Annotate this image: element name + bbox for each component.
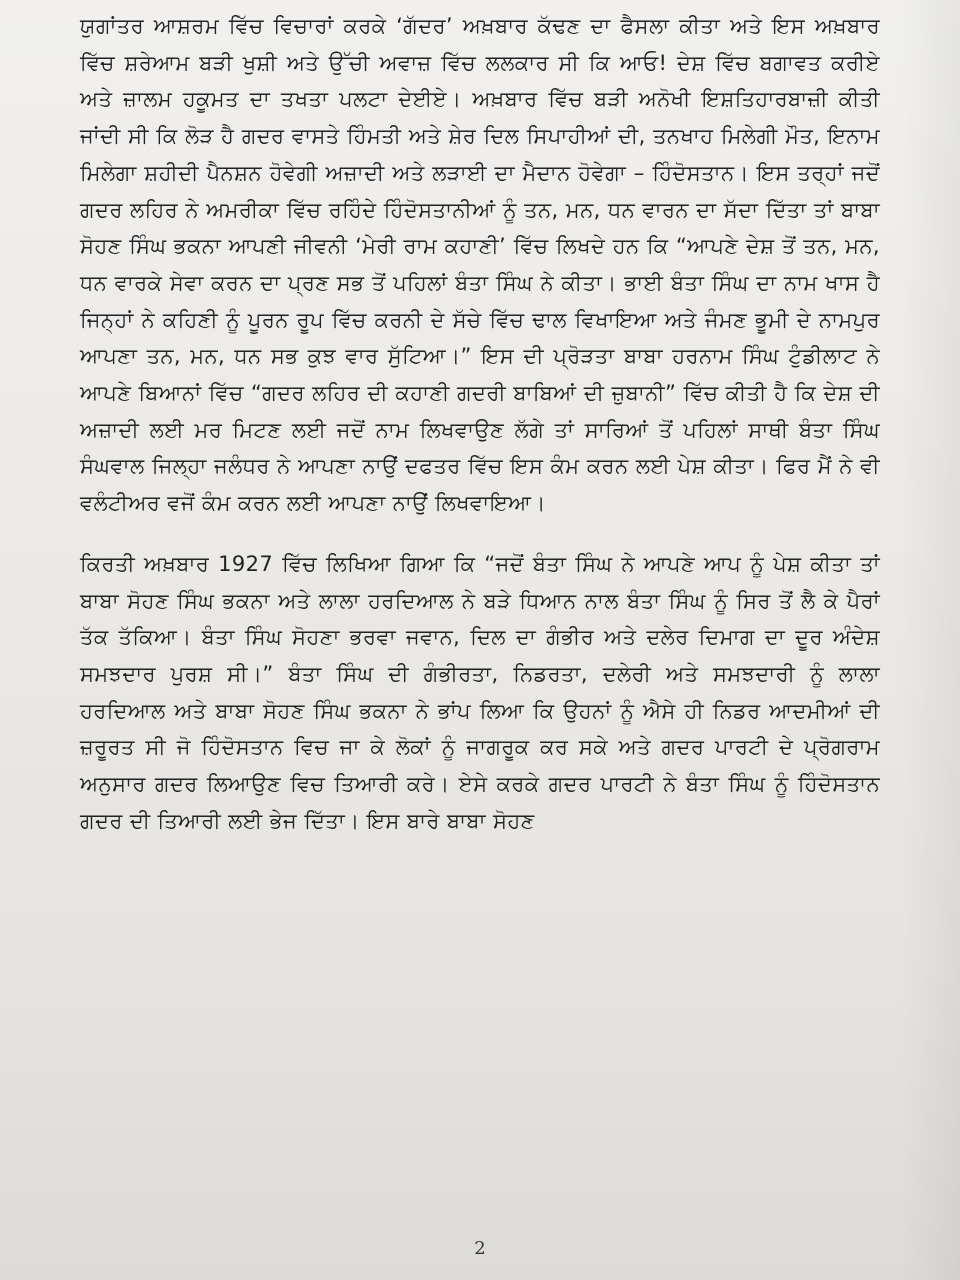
paragraph-1: ਯੁਗਾਂਤਰ ਆਸ਼ਰਮ ਵਿੱਚ ਵਿਚਾਰਾਂ ਕਰਕੇ ‘ਗੱਦਰ’ ਅਖ਼ਬਾਰ ਕੱਢਣ ਦਾ ਫੈਸਲਾ ਕੀਤਾ ਅਤੇ ਇਸ ਅਖ਼ਬਾਰ ਵਿੱਚ ਸ਼ਰੇਆਮ ਬੜੀ ਖੁਸ਼ੀ ਅਤੇ ਉੱਚੀ ਅਵਾਜ਼ ਵਿੱਚ ਲਲਕਾਰ ਸੀ ਕਿ ਆਓ! ਦੇਸ਼ ਵਿੱਚ ਬਗਾਵਤ ਕਰੀਏ ਅਤੇ ਜ਼ਾਲਮ ਹਕੂਮਤ ਦਾ ਤਖਤਾ ਪਲਟਾ ਦੇਈਏ। ਅਖ਼ਬਾਰ ਵਿੱਚ ਬੜੀ ਅਨੋਖੀ ਇਸ਼ਤਿਹਾਰਬਾਜ਼ੀ ਕੀਤੀ ਜਾਂਦੀ ਸੀ ਕਿ ਲੋੜ ਹੈ ਗਦਰ ਵਾਸਤੇ ਹਿੰਮਤੀ ਅਤੇ ਸ਼ੇਰ ਦਿਲ ਸਿਪਾਹੀਆਂ ਦੀ, ਤਨਖਾਹ ਮਿਲੇਗੀ ਮੌਤ, ਇਨਾਮ ਮਿਲੇਗਾ ਸ਼ਹੀਦੀ ਪੈਨਸ਼ਨ ਹੋਵੇਗੀ ਅਜ਼ਾਦੀ ਅਤੇ ਲੜਾਈ ਦਾ ਮੈਦਾਨ ਹੋਵੇਗਾ – ਹਿੰਦੋਸਤਾਨ। ਇਸ ਤਰ੍ਹਾਂ ਜਦੋਂ ਗਦਰ ਲਹਿਰ ਨੇ ਅਮਰੀਕਾ ਵਿੱਚ ਰਹਿੰਦੇ ਹਿੰਦੋਸਤਾਨੀਆਂ ਨੂੰ ਤਨ, ਮਨ, ਧਨ ਵਾਰਨ ਦਾ ਸੱਦਾ ਦਿੱਤਾ ਤਾਂ ਬਾਬਾ ਸੋਹਣ ਸਿੰਘ ਭਕਨਾ ਆਪਣੀ ਜੀਵਨੀ ‘ਮੇਰੀ ਰਾਮ ਕਹਾਣੀ’ ਵਿੱਚ ਲਿਖਦੇ ਹਨ ਕਿ “ਆਪਣੇ ਦੇਸ਼ ਤੋਂ ਤਨ, ਮਨ, ਧਨ ਵਾਰਕੇ ਸੇਵਾ ਕਰਨ ਦਾ ਪ੍ਰਣ ਸਭ ਤੋਂ ਪਹਿਲਾਂ ਬੰਤਾ ਸਿੰਘ ਨੇ ਕੀਤਾ। ਭਾਈ ਬੰਤਾ ਸਿੰਘ ਦਾ ਨਾਮ ਖਾਸ ਹੈ ਜਿਨ੍ਹਾਂ ਨੇ ਕਹਿਣੀ ਨੂੰ ਪੂਰਨ ਰੂਪ ਵਿੱਚ ਕਰਨੀ ਦੇ ਸੱਚੇ ਵਿੱਚ ਢਾਲ ਵਿਖਾਇਆ ਅਤੇ ਜੰਮਣ ਭੂਮੀ ਦੇ ਨਾਮਪੁਰ ਆਪਣਾ ਤਨ, ਮਨ, ਧਨ ਸਭ ਕੁਝ ਵਾਰ ਸੁੱਟਿਆ।” ਇਸ ਦੀ ਪ੍ਰੋੜਤਾ ਬਾਬਾ ਹਰਨਾਮ ਸਿੰਘ ਟੁੰਡੀਲਾਟ ਨੇ ਆਪਣੇ ਬਿਆਨਾਂ ਵਿੱਚ “ਗਦਰ ਲਹਿਰ ਦੀ ਕਹਾਣੀ ਗਦਰੀ ਬਾਬਿਆਂ ਦੀ ਜ਼ੁਬਾਨੀ” ਵਿੱਚ ਕੀਤੀ ਹੈ ਕਿ ਦੇਸ਼ ਦੀ ਅਜ਼ਾਦੀ ਲਈ ਮਰ ਮਿਟਣ ਲਈ ਜਦੋਂ ਨਾਮ ਲਿਖਵਾਉਣ ਲੱਗੇ ਤਾਂ ਸਾਰਿਆਂ ਤੋਂ ਪਹਿਲਾਂ ਸਾਥੀ ਬੰਤਾ ਸਿੰਘ ਸੰਘਵਾਲ ਜਿਲ੍ਹਾ ਜਲੰਧਰ ਨੇ ਆਪਣਾ ਨਾਉਂ ਦਫਤਰ ਵਿੱਚ ਇਸ ਕੰਮ ਕਰਨ ਲਈ ਪੇਸ਼ ਕੀਤਾ। ਫਿਰ ਮੈਂ ਨੇ ਵੀ ਵਲੰਟੀਅਰ ਵਜੋਂ ਕੰਮ ਕਰਨ ਲਈ ਆਪਣਾ ਨਾਉਂ ਲਿਖਵਾਇਆ। (80, 14, 880, 516)
page-number: 2 (474, 1238, 486, 1259)
paragraph-2: ਕਿਰਤੀ ਅਖ਼ਬਾਰ 1927 ਵਿੱਚ ਲਿਖਿਆ ਗਿਆ ਕਿ “ਜਦੋਂ ਬੰਤਾ ਸਿੰਘ ਨੇ ਆਪਣੇ ਆਪ ਨੂੰ ਪੇਸ਼ ਕੀਤਾ ਤਾਂ ਬਾਬਾ ਸੋਹਣ ਸਿੰਘ ਭਕਨਾ ਅਤੇ ਲਾਲਾ ਹਰਦਿਆਲ ਨੇ ਬੜੇ ਧਿਆਨ ਨਾਲ ਬੰਤਾ ਸਿੰਘ ਨੂੰ ਸਿਰ ਤੋਂ ਲੈ ਕੇ ਪੈਰਾਂ ਤੱਕ ਤੱਕਿਆ। ਬੰਤਾ ਸਿੰਘ ਸੋਹਣਾ ਭਰਵਾ ਜਵਾਨ, ਦਿਲ ਦਾ ਗੰਭੀਰ ਅਤੇ ਦਲੇਰ ਦਿਮਾਗ ਦਾ ਦੂਰ ਅੰਦੇਸ਼ ਸਮਝਦਾਰ ਪੁਰਸ਼ ਸੀ।” ਬੰਤਾ ਸਿੰਘ ਦੀ ਗੰਭੀਰਤਾ, ਨਿਡਰਤਾ, ਦਲੇਰੀ ਅਤੇ ਸਮਝਦਾਰੀ ਨੂੰ ਲਾਲਾ ਹਰਦਿਆਲ ਅਤੇ ਬਾਬਾ ਸੋਹਣ ਸਿੰਘ ਭਕਨਾ ਨੇ ਭਾਂਪ ਲਿਆ ਕਿ ਉਹਨਾਂ ਨੂੰ ਐਸੇ ਹੀ ਨਿਡਰ ਆਦਮੀਆਂ ਦੀ ਜ਼ਰੂਰਤ ਸੀ ਜੋ ਹਿੰਦੋਸਤਾਨ ਵਿਚ ਜਾ ਕੇ ਲੋਕਾਂ ਨੂੰ ਜਾਗਰੂਕ ਕਰ ਸਕੇ ਅਤੇ ਗਦਰ ਪਾਰਟੀ ਦੇ ਪ੍ਰੋਗਰਾਮ ਅਨੁਸਾਰ ਗਦਰ ਲਿਆਉਣ ਵਿਚ ਤਿਆਰੀ ਕਰੇ। ਏਸੇ ਕਰਕੇ ਗਦਰ ਪਾਰਟੀ ਨੇ ਬੰਤਾ ਸਿੰਘ ਨੂੰ ਹਿੰਦੋਸਤਾਨ ਗਦਰ ਦੀ ਤਿਆਰੀ ਲਈ ਭੇਜ ਦਿੱਤਾ। ਇਸ ਬਾਰੇ ਬਾਬਾ ਸੋਹਣ (80, 551, 880, 833)
body-text (80, 8, 880, 839)
page-shadow (900, 0, 960, 1280)
